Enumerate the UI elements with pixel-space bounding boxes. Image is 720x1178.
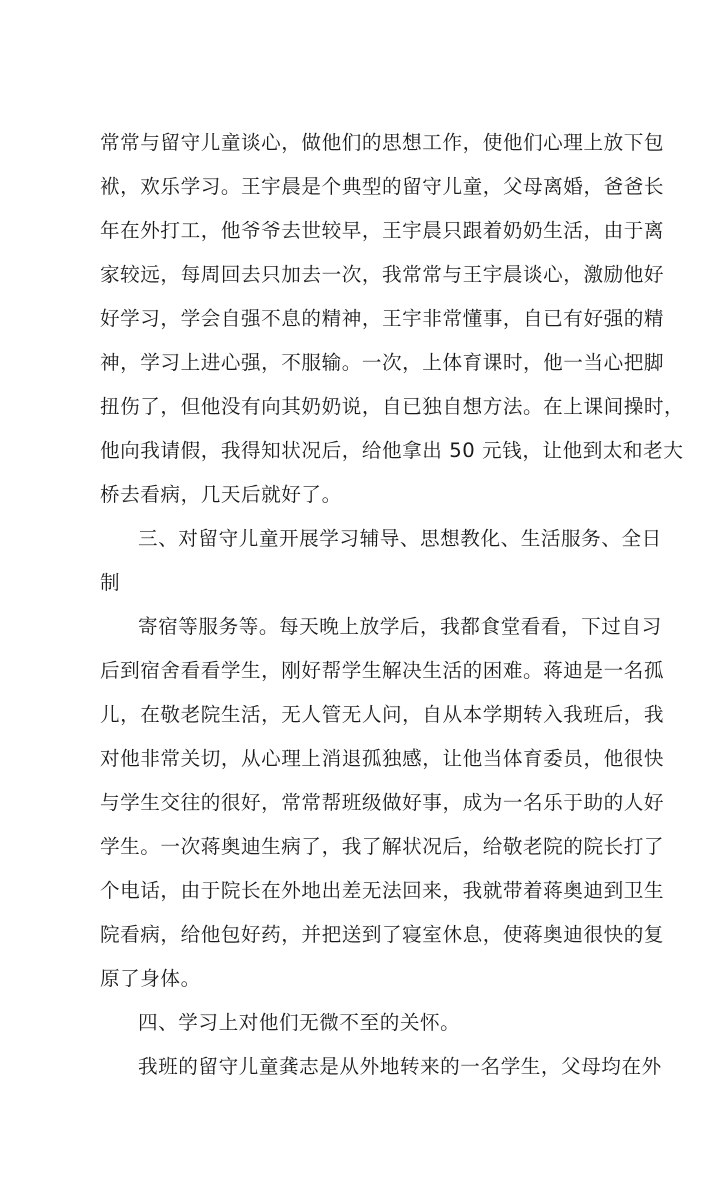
text-line: 我班的留守儿童龚志是从外地转来的一名学生，父母均在外 [138, 1055, 662, 1078]
text-line: 学生。一次蒋奥迪生病了，我了解状况后，给敬老院的院长打了 [100, 835, 665, 858]
text-line: 对他非常关切，从心理上消退孤独感，让他当体育委员，他很快 [100, 747, 665, 770]
text-line: 年在外打工，他爷爷去世较早，王宇晨只跟着奶奶生活，由于离 [100, 219, 665, 242]
text-line: 袱，欢乐学习。王宇晨是个典型的留守儿童，父母离婚，爸爸长 [100, 175, 665, 198]
text-line: 寄宿等服务等。每天晚上放学后，我都食堂看看，下过自习 [138, 615, 662, 638]
text-line: 后到宿舍看看学生，刚好帮学生解决生活的困难。蒋迪是一名孤 [100, 659, 665, 682]
heading-line: 三、对留守儿童开展学习辅导、思想教化、生活服务、全日 [138, 527, 662, 550]
text-line: 原了身体。 [100, 967, 201, 990]
heading-line: 制 [100, 571, 121, 594]
text-line: 好学习，学会自强不息的精神，王宇非常懂事，自已有好强的精 [100, 307, 665, 330]
text-line: 扭伤了，但他没有向其奶奶说，自已独自想方法。在上课间操时， [100, 395, 685, 418]
text-line: 他向我请假，我得知状况后，给他拿出 50 元钱，让他到太和老大 [100, 439, 684, 462]
text-line: 神，学习上进心强，不服输。一次，上体育课时，他一当心把脚 [100, 351, 665, 374]
text-line: 院看病，给他包好药，并把送到了寝室休息，使蒋奥迪很快的复 [100, 923, 665, 946]
text-line: 个电话，由于院长在外地出差无法回来，我就带着蒋奥迪到卫生 [100, 879, 665, 902]
heading-line: 四、学习上对他们无微不至的关怀。 [138, 1011, 461, 1034]
text-line: 家较远，每周回去只加去一次，我常常与王宇晨谈心，激励他好 [100, 263, 665, 286]
text-line: 桥去看病，几天后就好了。 [100, 483, 342, 506]
text-line: 儿，在敬老院生活，无人管无人问，自从本学期转入我班后，我 [100, 703, 665, 726]
text-line: 与学生交往的很好，常常帮班级做好事，成为一名乐于助的人好 [100, 791, 665, 814]
text-line: 常常与留守儿童谈心，做他们的思想工作，使他们心理上放下包 [100, 131, 665, 154]
